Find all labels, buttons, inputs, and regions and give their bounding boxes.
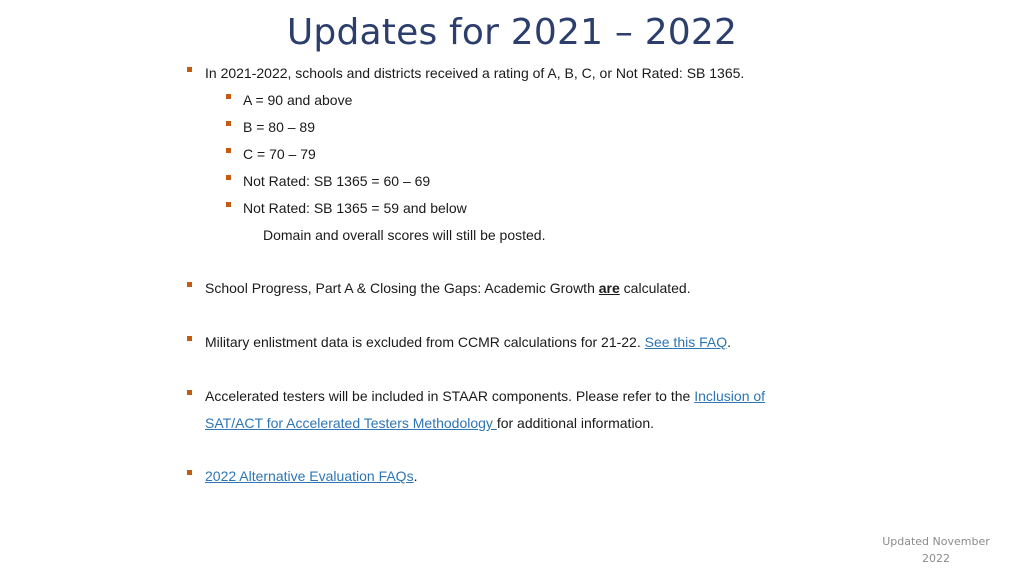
- updated-note-line2: 2022: [922, 552, 950, 565]
- page-title: Updates for 2021 – 2022: [286, 12, 738, 53]
- school-progress-after: calculated.: [619, 280, 691, 296]
- accelerated-after: for additional information.: [496, 415, 655, 431]
- updated-note-line1: Updated November: [882, 535, 990, 548]
- bullet-marker: [187, 390, 192, 395]
- military-text-body: Military enlistment data is excluded from CCMR calculations for 21-22.: [205, 334, 645, 350]
- rating-item-not-rated-59: Not Rated: SB 1365 = 59 and below: [243, 200, 467, 216]
- bullet-marker: [187, 67, 192, 72]
- sub-bullet-marker: [226, 202, 231, 207]
- accelerated-text-line2: [205, 414, 654, 432]
- inclusion-methodology-link-continued[interactable]: SAT/ACT for Accelerated Testers Methodology: [205, 415, 497, 431]
- school-progress-emphasis: are: [598, 280, 620, 296]
- rating-item-b: B = 80 – 89: [243, 119, 316, 135]
- inclusion-methodology-link[interactable]: Inclusion of: [694, 388, 766, 404]
- school-progress-text: [205, 279, 691, 297]
- rating-item-a: A = 90 and above: [243, 92, 353, 108]
- school-progress-before: School Progress, Part A & Closing the Gaps: Academic Growth: [205, 280, 599, 296]
- sub-bullet-marker: [226, 121, 231, 126]
- see-faq-link[interactable]: See this FAQ: [644, 334, 728, 350]
- updated-note: [881, 533, 991, 567]
- alt-eval-faq-link[interactable]: 2022 Alternative Evaluation FAQs: [205, 468, 414, 484]
- rating-intro-text: In 2021-2022, schools and districts received a rating of A, B, C, or Not Rated: SB 1365.: [205, 65, 745, 81]
- sub-bullet-marker: [226, 94, 231, 99]
- rating-item-c: C = 70 – 79: [243, 146, 316, 162]
- domain-note: Domain and overall scores will still be posted.: [263, 227, 546, 243]
- accelerated-text-body: Accelerated testers will be included in STAAR components. Please refer to the: [205, 388, 695, 404]
- military-text: [205, 333, 731, 351]
- accelerated-text-line1: [205, 387, 765, 405]
- sub-bullet-marker: [226, 175, 231, 180]
- bullet-marker: [187, 470, 192, 475]
- bullet-marker: [187, 282, 192, 287]
- alt-eval-text: [205, 467, 417, 485]
- rating-item-not-rated-60: Not Rated: SB 1365 = 60 – 69: [243, 173, 431, 189]
- military-period: .: [727, 334, 731, 350]
- sub-bullet-marker: [226, 148, 231, 153]
- bullet-marker: [187, 336, 192, 341]
- alt-eval-period: .: [413, 468, 418, 484]
